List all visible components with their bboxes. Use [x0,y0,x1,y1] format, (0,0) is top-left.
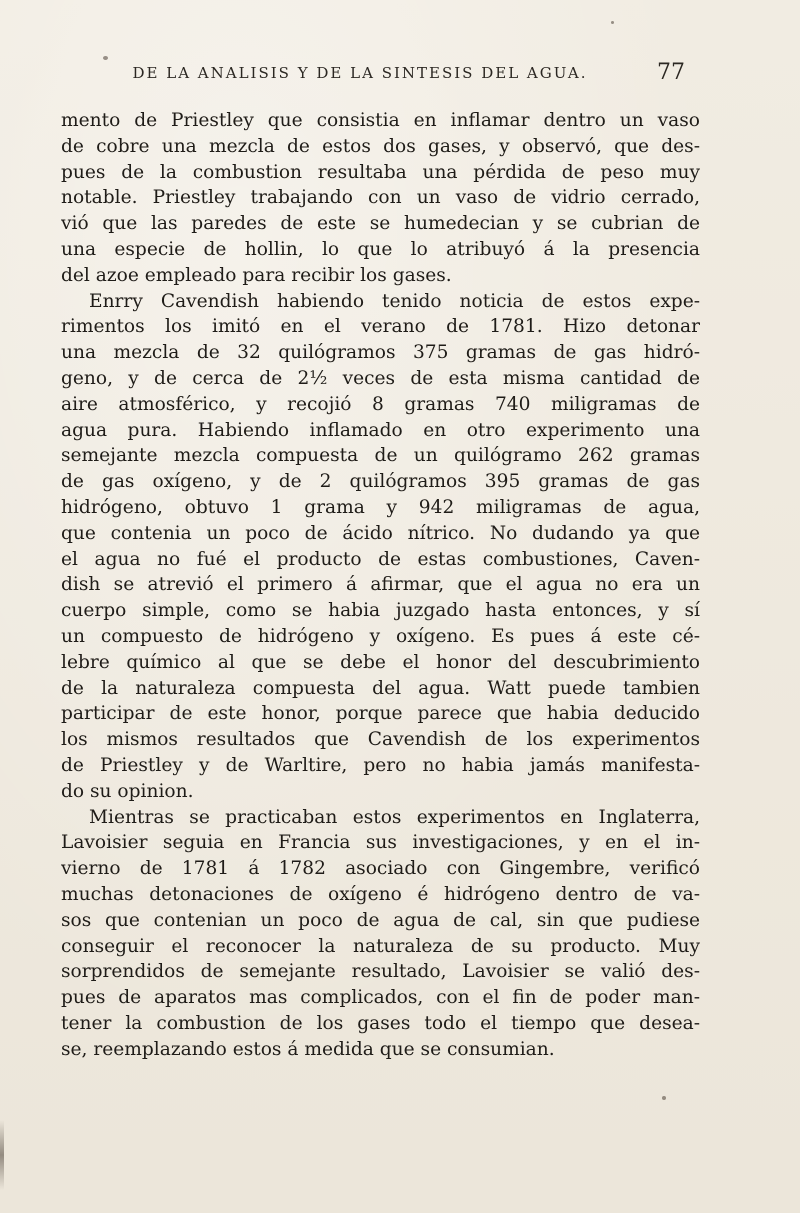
text-line: hidrógeno, obtuvo 1 grama y 942 miligramas de agua, [61,496,700,518]
text-line: Lavoisier seguia en Francia sus investigaciones, y en el in- [61,832,700,854]
text-line: una especie de hollin, lo que lo atribuyó á la presencia [61,238,700,260]
text-line: el agua no fué el producto de estas combustiones, Caven- [61,548,700,570]
text-line: agua pura. Habiendo inflamado en otro experimento una [61,419,700,441]
text-line: de gas oxígeno, y de 2 quilógramos 395 gramas de gas [61,471,700,493]
text-line: tener la combustion de los gases todo el tiempo que desea- [61,1012,700,1034]
running-head [95,60,685,90]
text-line: notable. Priestley trabajando con un vaso de vidrio cerrado, [61,187,700,209]
text-line: dish se atrevió el primero á afirmar, que el agua no era un [61,574,700,596]
text-line: se, reemplazando estos á medida que se consumian. [61,1038,555,1060]
text-line: mento de Priestley que consistia en inflamar dentro un vaso [61,110,700,131]
text-line: que contenia un poco de ácido nítrico. No dudando ya que [61,522,700,544]
text-line: geno, y de cerca de 2½ veces de esta misma cantidad de [61,367,700,389]
text-line: los mismos resultados que Cavendish de los experimentos [61,729,700,751]
text-line: muchas detonaciones de oxígeno é hidrógeno dentro de va- [61,883,700,905]
text-line: cuerpo simple, como se habia juzgado hasta entonces, y sí [61,600,700,622]
paper-speck [611,21,614,24]
text-line: aire atmosférico, y recojió 8 gramas 740 miligramas de [61,393,700,415]
paper-speck [103,56,108,60]
paragraph-start-line: Mientras se practicaban estos experimentos en Inglaterra, [89,806,700,828]
body-text [61,108,700,1062]
text-line: rimentos los imitó en el verano de 1781. Hizo detonar [61,316,700,338]
text-line: un compuesto de hidrógeno y oxígeno. Es pues á este cé- [61,625,700,647]
text-line: del azoe empleado para recibir los gases. [61,264,452,286]
text-line: de cobre una mezcla de estos dos gases, y observó, que des- [61,135,700,157]
text-line: de Priestley y de Warltire, pero no habia jamás manifesta- [61,754,700,776]
text-line: vierno de 1781 á 1782 asociado con Gingembre, verificó [61,858,700,880]
paper-speck [662,1096,666,1100]
text-line: sos que contenian un poco de agua de cal, sin que pudiese [61,909,700,931]
paragraph-start-line: Enrry Cavendish habiendo tenido noticia de estos expe- [89,290,700,312]
text-line: pues de aparatos mas complicados, con el fin de poder man- [61,987,700,1009]
text-line: pues de la combustion resultaba una pérdida de peso muy [61,161,700,183]
text-line: una mezcla de 32 quilógramos 375 gramas de gas hidró- [61,342,700,364]
text-line: participar de este honor, porque parece que habia deducido [61,703,700,725]
text-line: conseguir el reconocer la naturaleza de su producto. Muy [61,935,700,957]
text-line: lebre químico al que se debe el honor del descubrimiento [61,651,700,673]
text-line: de la naturaleza compuesta del agua. Watt puede tambien [61,677,700,699]
page-number: 77 [657,60,685,85]
page-edge-shadow [0,1120,4,1190]
text-line: sorprendidos de semejante resultado, Lavoisier se valió des- [61,961,700,983]
running-title: DE LA ANALISIS Y DE LA SINTESIS DEL AGUA. [132,64,588,82]
text-line: vió que las paredes de este se humedecian y se cubrian de [61,213,700,235]
text-line: semejante mezcla compuesta de un quilógramo 262 gramas [61,445,700,467]
text-line: do su opinion. [61,780,194,802]
